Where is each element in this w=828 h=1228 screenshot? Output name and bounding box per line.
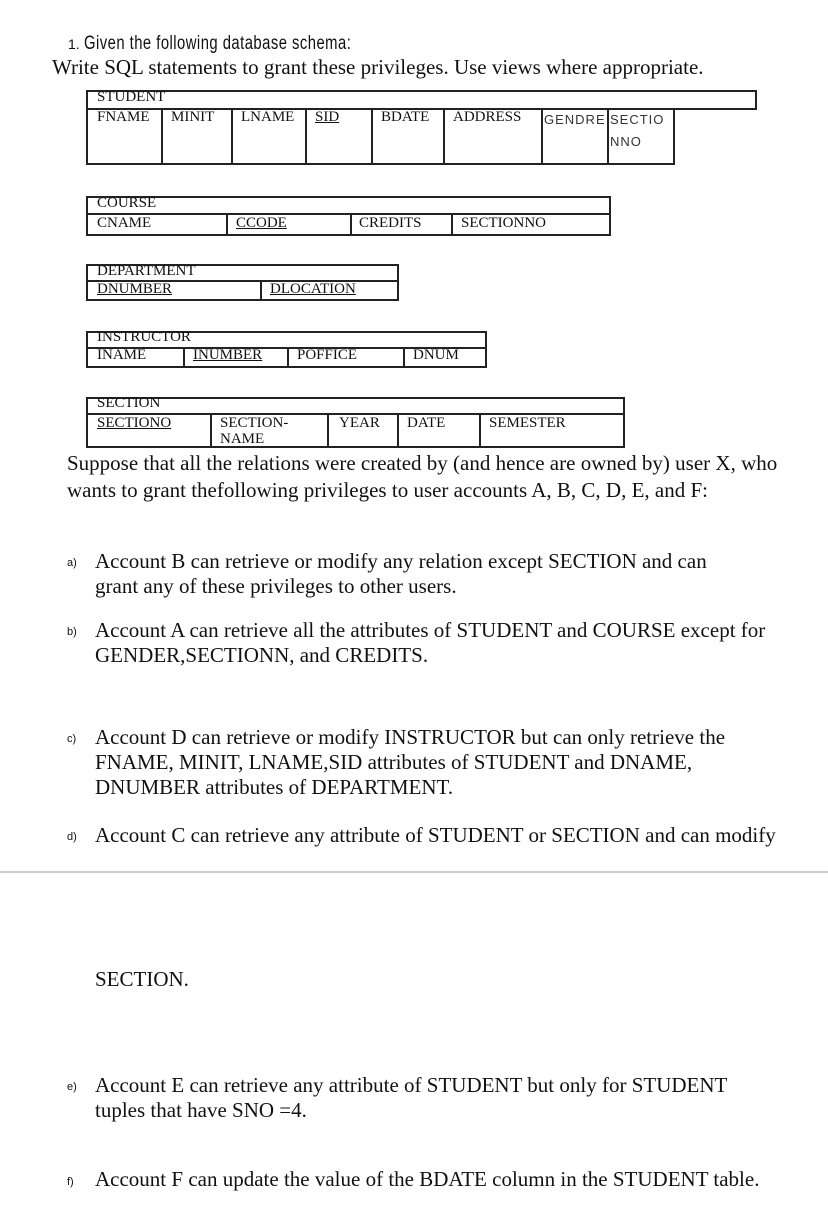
section-col-date: DATE <box>407 415 446 431</box>
course-col-ccode: CCODE <box>236 215 287 231</box>
item-d-marker: d) <box>67 831 77 843</box>
student-col-gender: GENDRE <box>544 112 606 127</box>
student-col-sectionno-part2: NNO <box>610 134 642 149</box>
question-number: 1. <box>68 36 80 52</box>
item-c-line-1: Account D can retrieve or modify INSTRUCTOR but can only retrieve the <box>95 725 726 749</box>
item-e-line-1: Account E can retrieve any attribute of STUDENT but only for STUDENT <box>95 1073 728 1097</box>
student-col-minit: MINIT <box>171 109 215 125</box>
section-col-year: YEAR <box>339 415 380 431</box>
item-c-line-3: DNUMBER attributes of DEPARTMENT. <box>95 775 454 799</box>
department-col-dlocation: DLOCATION <box>270 281 356 297</box>
item-e-line-2: tuples that have SNO =4. <box>95 1098 307 1122</box>
question-title: Given the following database schema: <box>83 33 351 54</box>
intro-line-2: wants to grant thefollowing privileges to user accounts A, B, C, D, E, and F: <box>67 478 708 502</box>
student-table-name: STUDENT <box>97 89 166 105</box>
student-col-bdate: BDATE <box>381 109 430 125</box>
section-col-sectionname-part1: SECTION- <box>220 415 289 431</box>
instructor-col-inumber: INUMBER <box>193 347 263 363</box>
student-col-fname: FNAME <box>97 109 150 125</box>
section-col-sectiono: SECTIONO <box>97 415 172 431</box>
page-break-divider <box>0 871 828 873</box>
item-b-marker: b) <box>67 626 77 638</box>
course-col-sectionno: SECTIONNO <box>461 215 546 231</box>
instructor-col-iname: INAME <box>97 347 147 363</box>
department-col-dnumber: DNUMBER <box>97 281 173 297</box>
department-table-name: DEPARTMENT <box>97 263 196 279</box>
item-d-line-1: Account C can retrieve any attribute of STUDENT or SECTION and can modify <box>95 823 776 847</box>
section-table-name: SECTION <box>97 395 161 411</box>
instructor-col-dnum: DNUM <box>413 347 459 363</box>
question-instruction: Write SQL statements to grant these privileges. Use views where appropriate. <box>52 55 704 79</box>
item-a-marker: a) <box>67 557 77 569</box>
student-col-address: ADDRESS <box>453 109 522 125</box>
section-col-semester: SEMESTER <box>489 415 566 431</box>
item-b-line-2: GENDER,SECTIONN, and CREDITS. <box>95 643 429 667</box>
student-col-lname: LNAME <box>241 109 295 125</box>
student-name-box <box>86 90 757 110</box>
instructor-table-name: INSTRUCTOR <box>97 329 191 345</box>
student-col-sectionno-part1: SECTIO <box>610 112 665 127</box>
intro-line-1: Suppose that all the relations were created by (and hence are owned by) user X, who <box>67 451 778 475</box>
item-e-marker: e) <box>67 1081 77 1093</box>
item-b-line-1: Account A can retrieve all the attributes of STUDENT and COURSE except for <box>95 618 766 642</box>
section-col-sectionname-part2: NAME <box>220 431 265 447</box>
item-c-line-2: FNAME, MINIT, LNAME,SID attributes of STUDENT and DNAME, <box>95 750 693 774</box>
course-table-name: COURSE <box>97 195 157 211</box>
student-col-sid: SID <box>315 109 340 125</box>
item-f-marker: f) <box>67 1176 74 1188</box>
instructor-col-poffice: POFFICE <box>297 347 358 363</box>
question-heading <box>68 32 426 55</box>
course-col-cname: CNAME <box>97 215 152 231</box>
item-f-line-1: Account F can update the value of the BDATE column in the STUDENT table. <box>95 1167 760 1191</box>
item-d-continuation: SECTION. <box>95 967 189 991</box>
course-col-credits: CREDITS <box>359 215 422 231</box>
item-a-line-1: Account B can retrieve or modify any relation except SECTION and can <box>95 549 707 573</box>
item-c-marker: c) <box>67 733 77 745</box>
item-a-line-2: grant any of these privileges to other users. <box>95 574 457 598</box>
